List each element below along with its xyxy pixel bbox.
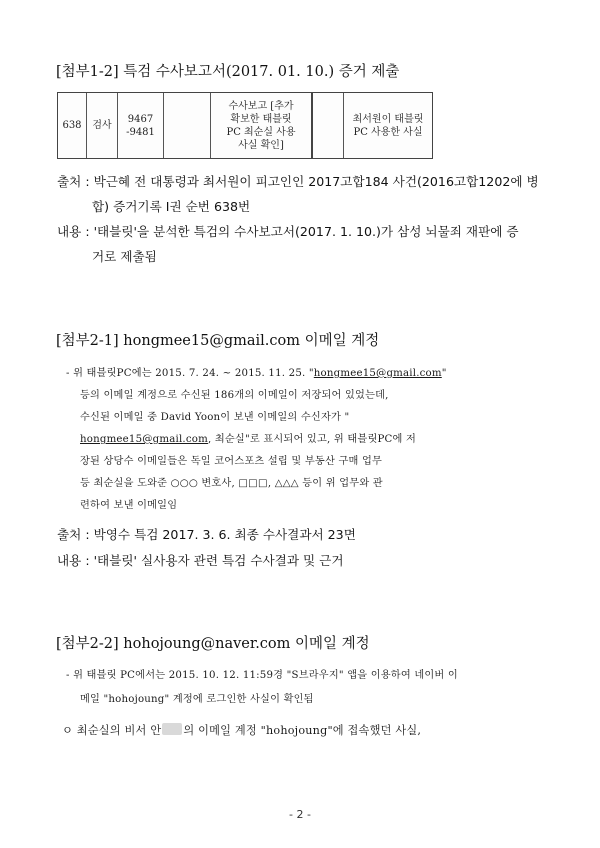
section3-quote-line1: - 위 태블릿 PC에서는 2015. 10. 12. 11:59경 "S브라우지" 앱을 이용하여 네이버 이 <box>66 670 458 681</box>
section2-quote-line3: 수신된 이메일 중 David Yoon이 보낸 이메일의 수신자가 " <box>80 412 350 423</box>
quote-text: " <box>441 368 447 379</box>
section2-heading: [첨부2-1] hongmee15@gmail.com 이메일 계정 <box>56 333 380 349</box>
section3-quote-line3 <box>62 722 421 738</box>
evidence-empty-cell <box>313 93 344 158</box>
page-number: - 2 - <box>289 808 311 821</box>
evidence-empty-cell <box>164 93 211 158</box>
evidence-dept: 검사 <box>87 93 118 158</box>
evidence-table <box>57 92 433 159</box>
section1-content-line1: 내용 : '태블릿'을 분석한 특검의 수사보고서(2017. 1. 10.)가 삼성 뇌물죄 재판에 증 <box>57 224 519 239</box>
section2-quote-line2: 등의 이메일 계정으로 수신된 186개의 이메일이 저장되어 있었는데, <box>80 390 389 401</box>
section3-heading: [첨부2-2] hohojoung@naver.com 이메일 계정 <box>56 636 370 652</box>
section2-content: 내용 : '태블릿' 실사용자 관련 특검 수사결과 및 근거 <box>57 553 344 568</box>
redacted-name <box>162 723 182 735</box>
section2-quote-line5: 장된 상당수 이메일들은 독일 코어스포츠 설립 및 부동산 구매 업무 <box>80 456 383 467</box>
section2-quote-line4 <box>80 430 416 445</box>
email-link[interactable]: hongmee15@gmail.com <box>80 434 208 445</box>
evidence-title: 수사보고 [추가 확보한 태블릿 PC 최순실 사용 사실 확인] <box>211 93 313 158</box>
evidence-pages: 9467 -9481 <box>118 93 164 158</box>
section1-heading: [첨부1-2] 특검 수사보고서(2017. 01. 10.) 증거 제출 <box>56 64 400 80</box>
section3-quote-line2: 메일 "hohojoung" 계정에 로그인한 사실이 확인됨 <box>80 694 314 705</box>
quote-text: 의 이메일 계정 "hohojoung"에 접속했던 사실, <box>183 724 422 737</box>
email-link[interactable]: hongmee15@gmail.com <box>313 368 442 379</box>
quote-text: - 위 태블릿PC에는 2015. 7. 24. ~ 2015. 11. 25. " <box>66 368 314 379</box>
evidence-number: 638 <box>58 93 87 158</box>
section2-source: 출처 : 박영수 특검 2017. 3. 6. 최종 수사결과서 23면 <box>57 527 356 542</box>
section1-source-line1: 출처 : 박근혜 전 대통령과 최서원이 피고인인 2017고합184 사건(2016고합1202에 병 <box>57 174 539 189</box>
evidence-summary: 최서원이 태블릿 PC 사용한 사실 <box>352 113 424 138</box>
section2-quote-line1 <box>66 364 447 379</box>
quote-text: ㅇ 최순실의 비서 안 <box>62 724 162 737</box>
quote-text: , 최순실"로 표시되어 있고, 위 태블릿PC에 저 <box>207 434 417 445</box>
section1-source-line2: 합) 증거기록 Ⅰ권 순번 638번 <box>92 199 251 214</box>
section1-content-line2: 거로 제출됨 <box>92 249 157 264</box>
section2-quote-line7: 련하여 보낸 이메일임 <box>80 500 178 511</box>
section2-quote-line6: 등 최순실을 도와준 ○○○ 변호사, □□□, △△△ 등이 위 업무와 관 <box>80 478 383 489</box>
